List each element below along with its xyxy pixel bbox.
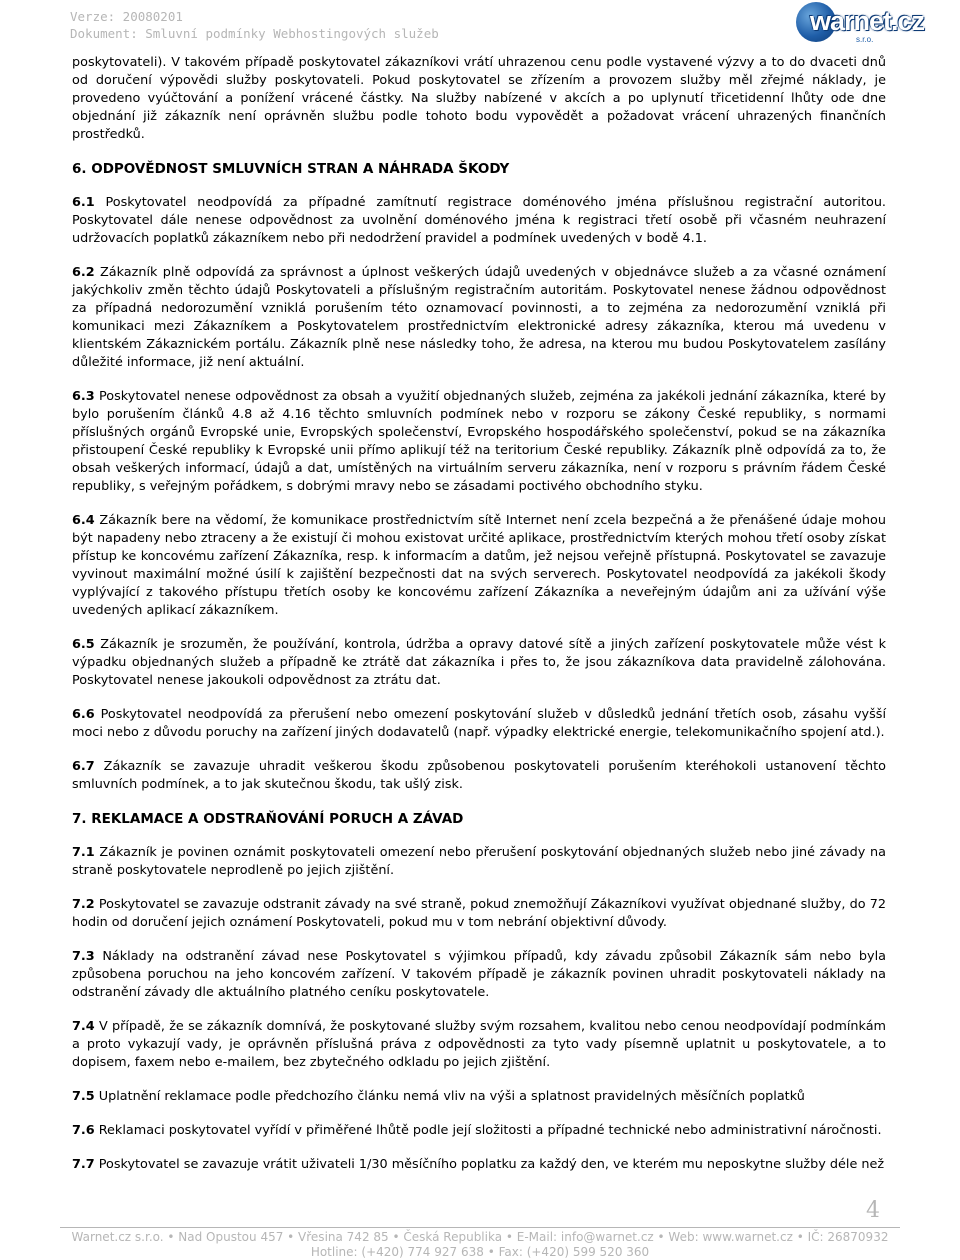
section-6-heading: 6. ODPOVĚDNOST SMLUVNÍCH STRAN A NÁHRADA ŠKODY bbox=[72, 161, 510, 177]
section-7-heading: 7. REKLAMACE A ODSTRAŇOVÁNÍ PORUCH A ZÁVAD bbox=[72, 811, 464, 827]
version-label: Verze: 20080201 bbox=[70, 9, 183, 24]
paragraph-7-1 bbox=[72, 844, 886, 880]
paragraph-7-6 bbox=[72, 1122, 886, 1140]
page-footer bbox=[60, 1227, 900, 1260]
clause-text: Reklamaci poskytovatel vyřídí v přiměřené lhůtě podle její složitosti a případné technické nebo administrativní náročnosti. bbox=[94, 1123, 882, 1138]
clause-number: 6.3 bbox=[72, 389, 95, 404]
document-body bbox=[72, 54, 886, 1174]
paragraph-7-2 bbox=[72, 896, 886, 932]
logo-subtext: s.r.o. bbox=[856, 35, 874, 44]
paragraph-7-3 bbox=[72, 948, 886, 1002]
clause-number: 6.2 bbox=[72, 265, 95, 280]
clause-number: 7.1 bbox=[72, 845, 95, 860]
clause-number: 7.5 bbox=[72, 1089, 95, 1104]
paragraph-6-4 bbox=[72, 512, 886, 620]
clause-number: 7.3 bbox=[72, 949, 95, 964]
clause-text: Poskytovatel nenese odpovědnost za obsah a využití objednaných služeb, zejména za jakékoli jednání zákazníka, které by bylo porušením článků 4.8 až 4.16 těchto smluvních podmínek nebo v rozporu se zákony České republiky, s normami příslušných orgánů Evropské unie, Evropských společenství, Evropského hospodářského společenství, pokud se na zákazníka přistoupení České republiky k Evropské unii přímo aplikují též na teritorium České republiky. Zákazník plně odpovídá za to, že obsah veškerých informací, údajů a dat, umístěných na virtuálním serveru zákazníka, není v rozporu s právním řádem České republiky, s veřejným pořádkem, s dobrými mravy nebo se zásadami poctivého obchodního styku. bbox=[72, 389, 886, 494]
paragraph-6-3 bbox=[72, 388, 886, 496]
warnet-logo bbox=[796, 2, 925, 46]
paragraph-6-2 bbox=[72, 264, 886, 372]
clause-number: 6.5 bbox=[72, 637, 95, 652]
page-header bbox=[70, 8, 890, 48]
clause-text: Poskytovatel se zavazuje vrátit uživateli 1/30 měsíčního poplatku za každý den, ve kterém mu neposkytne služby déle než bbox=[94, 1157, 885, 1172]
clause-text: Poskytovatel se zavazuje odstranit závady na své straně, pokud znemožňují Zákazníkovi využívat objednané služby, do 72 hodin od doručení jejich oznámení Poskytovateli, pokud mu v tom nebrání objektivní důvody. bbox=[72, 897, 886, 930]
page-number: 4 bbox=[866, 1198, 880, 1223]
clause-text: Náklady na odstranění závad nese Poskytovatel s výjimkou případů, kdy závadu způsobil Zákazník sám nebo byla způsobena poruchou na jeho koncovém zařízení. V takovém případě je zákazník povinen uhradit poskytovateli náklady na odstranění závady dle aktuálního platného ceníku poskytovatele. bbox=[72, 949, 886, 1000]
paragraph-6-7 bbox=[72, 758, 886, 794]
clause-text: Zákazník plně odpovídá za správnost a úplnost veškerých údajů uvedených v objednávce služeb a za včasné oznámení jakýchkoliv změn těchto údajů Poskytovateli a příslušným registračním autoritám. Poskytovatel nenese žádnou odpovědnost za případná nedorozumění vzniklá porušením této oznamovací povinnosti, a to zejména za nedorozumění vzniklá při komunikaci mezi Zákazníkem a Poskytovatelem prostřednictvím elektronické adresy zákazníka, kterou má uvedenu v klientském Zákaznickém portálu. Zákazník plně nese následky toho, že adresa, na kterou mu budou Poskytovatelem zasílány důležité informace, již není aktuální. bbox=[72, 265, 886, 370]
clause-text: Zákazník bere na vědomí, že komunikace prostřednictvím sítě Internet není zcela bezpečná a že přenášené údaje mohou být napadeny nebo ztraceny a že existují či mohou existovat určité aplikace, prostřednictvím kterých mohou třetí osoby získat přístup ke koncovému zařízení Zákazníka, resp. k informacím a datům, jež nejsou veřejně přístupná. Poskytovatel se zavazuje vyvinout maximální možné úsilí k zajištění bezpečnosti dat na svých serverech. Poskytovatel neodpovídá za jakékoli škody vyplývající z takového přístupu třetích osoby ke koncovému zařízení Zákazníka a neveřejným údajům ani za užívání výše uvedených aplikací zákazníkem. bbox=[72, 513, 886, 618]
clause-number: 6.7 bbox=[72, 759, 95, 774]
clause-text: Zákazník je srozuměn, že používání, kontrola, údržba a opravy datové sítě a jiných zařízení poskytovatele může vést k výpadku objednaných služeb a případně ke ztrátě dat zákazníka i přes to, že jsou zákazníkova data pravidelně zálohována. Poskytovatel nenese jakoukoli odpovědnost za ztrátu dat. bbox=[72, 637, 886, 688]
clause-number: 7.7 bbox=[72, 1157, 95, 1172]
clause-text: V případě, že se zákazník domnívá, že poskytované služby svým rozsahem, kvalitou nebo cenou neodpovídají podmínkám a proto vykazují vady, je oprávněn příslušná práva z odpovědnosti za tyto vady písemně uplatnit u poskytovatele, a to dopisem, faxem nebo e-mailem, bez zbytečného odkladu po jejich zjištění. bbox=[72, 1019, 886, 1070]
clause-number: 6.6 bbox=[72, 707, 95, 722]
paragraph-6-5 bbox=[72, 636, 886, 690]
clause-number: 6.1 bbox=[72, 195, 95, 210]
clause-text: Poskytovatel neodpovídá za přerušení nebo omezení poskytování služeb v důsledků jednání třetích osob, zásahu vyšší moci nebo z důvodu poruchy na zařízení jiných dodavatelů (např. výpadky elektrické energie, telekomunikačního spojení atd.). bbox=[72, 707, 886, 740]
clause-number: 7.4 bbox=[72, 1019, 95, 1034]
clause-text: Uplatnění reklamace podle předchozího článku nemá vliv na výši a splatnost pravidelných měsíčních poplatků bbox=[94, 1089, 805, 1104]
paragraph-7-5 bbox=[72, 1088, 886, 1106]
clause-number: 7.2 bbox=[72, 897, 95, 912]
paragraph-7-7 bbox=[72, 1156, 886, 1174]
clause-number: 7.6 bbox=[72, 1123, 95, 1138]
footer-contacts: Hotline: (+420) 774 927 638 • Fax: (+420) 599 520 360 bbox=[310, 1245, 650, 1259]
clause-number: 6.4 bbox=[72, 513, 95, 528]
document-label: Dokument: Smluvní podmínky Webhostingových služeb bbox=[70, 26, 439, 41]
footer-address: Warnet.cz s.r.o. • Nad Opustou 457 • Vřesina 742 85 • Česká Republika • E-Mail: info@warnet.cz • Web: www.warnet.cz • IČ: 26870932 bbox=[71, 1230, 889, 1244]
paragraph-6-6 bbox=[72, 706, 886, 742]
paragraph-intro: poskytovateli). V takovém případě poskytovatel zákazníkovi vrátí uhrazenou cenu podle vystavené výzvy a to do dvaceti dnů od doručení výpovědi služby poskytovateli. Pokud poskytovatel se zřízením a provozem služby měl zřejmé náklady, je provedeno vyúčtování a ponížení vrácené částky. Na služby nabízené v akcích a po uplynutí třicetidenní lhůty ode dne objednání již zákazník není oprávněn službu podle tohoto bodu vypovědět a požadovat vrácení uhrazených finančních prostředků. bbox=[72, 55, 886, 142]
clause-text: Zákazník se zavazuje uhradit veškerou škodu způsobenou poskytovateli porušením kteréhokoli ustanovení těchto smluvních podmínek, a to jak skutečnou škodu, tak ušlý zisk. bbox=[72, 759, 886, 792]
clause-text: Poskytovatel neodpovídá za případné zamítnutí registrace doménového jména příslušnou registrační autoritou. Poskytovatel dále nenese odpovědnost za uvolnění doménového jména k registraci třetí osobě při včasném neuhrazení udržovacích poplatků zákazníkem nebo při nedodržení pravidel a podmínek uvedených v bodě 4.1. bbox=[72, 195, 886, 246]
paragraph-7-4 bbox=[72, 1018, 886, 1072]
logo-text: warnet.cz bbox=[810, 6, 925, 36]
clause-text: Zákazník je povinen oznámit poskytovateli omezení nebo přerušení poskytování objednaných služeb nebo jiné závady na straně poskytovatele neprodleně po jejich zjištění. bbox=[72, 845, 886, 878]
paragraph-6-1 bbox=[72, 194, 886, 248]
